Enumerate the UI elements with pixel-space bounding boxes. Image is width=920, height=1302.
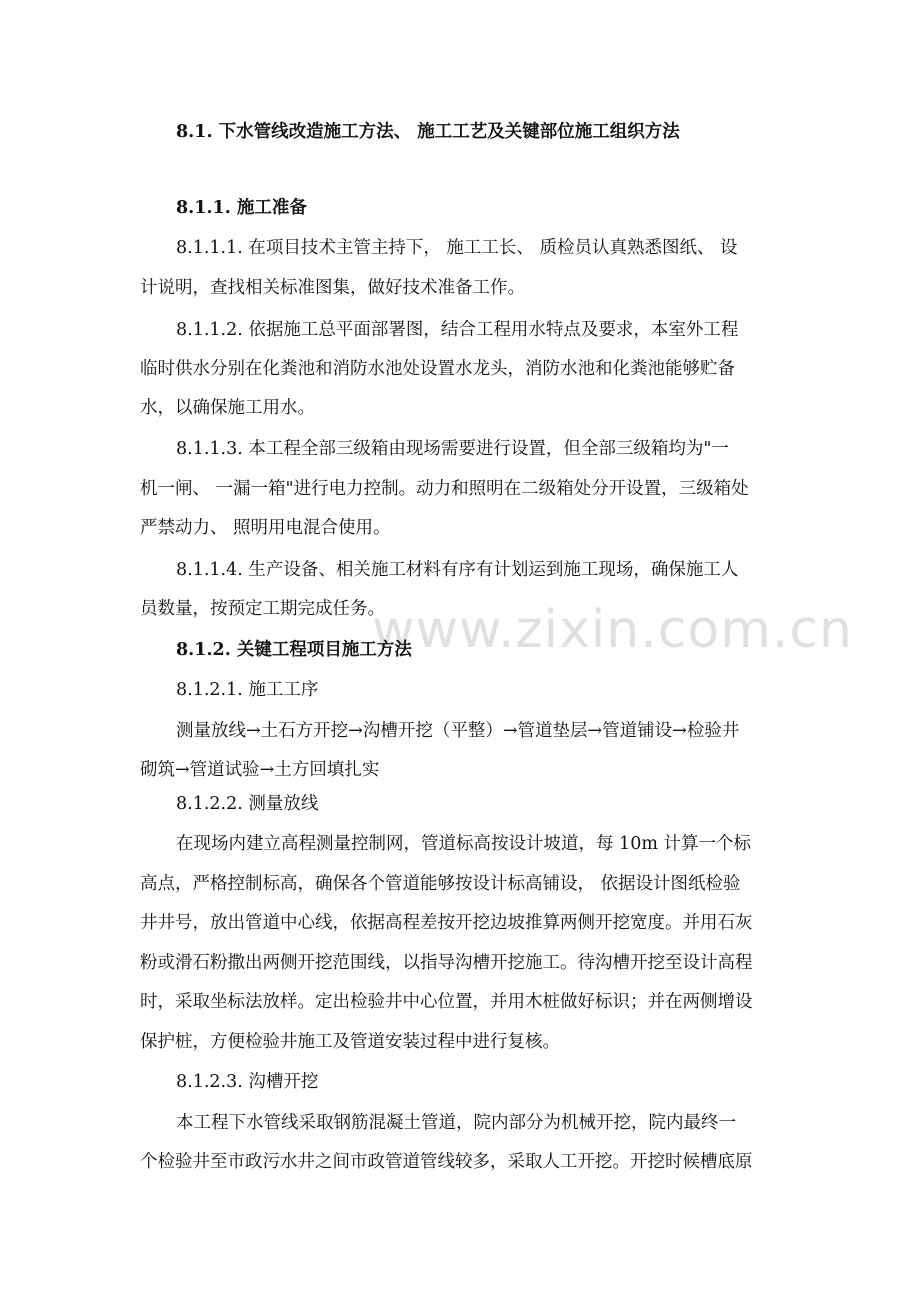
paragraph-8-1-1-3-line-1: 8.1.1.3. 本工程全部三级箱由现场需要进行设置，但全部三级箱均为"一	[176, 439, 729, 459]
trench-line-1: 本工程下水管线采取钢筋混凝土管道，院内部分为机械开挖，院内最终一	[176, 1113, 736, 1133]
survey-line-6: 保护桩，方便检验井施工及管道安装过程中进行复核。	[140, 1032, 560, 1052]
process-line-1: 测量放线→土石方开挖→沟槽开挖（平整）→管道垫层→管道铺设→检验井	[176, 721, 740, 741]
paragraph-8-1-1-3-line-2: 机一闸、 一漏一箱"进行电力控制。动力和照明在二级箱处分开设置，三级箱处	[140, 479, 749, 499]
paragraph-8-1-1-2-line-2: 临时供水分别在化粪池和消防水池处设置水龙头，消防水池和化粪池能够贮备	[140, 359, 735, 379]
survey-line-4: 粉或滑石粉撒出两侧开挖范围线，以指导沟槽开挖施工。待沟槽开挖至设计高程	[140, 953, 753, 973]
survey-line-2: 高点，严格控制标高，确保各个管道能够按设计标高铺设， 依据设计图纸检验	[140, 874, 741, 894]
section-heading-8-1-1: 8.1.1. 施工准备	[176, 198, 307, 218]
trench-line-2: 个检验井至市政污水井之间市政管道管线较多，采取人工开挖。开挖时候槽底原	[140, 1152, 753, 1172]
paragraph-8-1-1-4-line-2: 员数量，按预定工期完成任务。	[140, 599, 385, 619]
paragraph-8-1-1-1-line-2: 计说明，查找相关标准图集，做好技术准备工作。	[140, 278, 525, 298]
watermark: www.zixin.com.cn	[372, 600, 853, 660]
paragraph-8-1-1-2-line-1: 8.1.1.2. 依据施工总平面部署图，结合工程用水特点及要求，本室外工程	[176, 320, 739, 340]
paragraph-8-1-1-3-line-3: 严禁动力、 照明用电混合使用。	[140, 518, 391, 538]
paragraph-8-1-1-1-line-1: 8.1.1.1. 在项目技术主管主持下， 施工工长、 质检员认真熟悉图纸、 设	[176, 238, 738, 258]
subheading-8-1-2-3: 8.1.2.3. 沟槽开挖	[176, 1072, 319, 1092]
subheading-8-1-2-2: 8.1.2.2. 测量放线	[176, 794, 319, 814]
survey-line-3: 井井号，放出管道中心线，依据高程差按开挖边坡推算两侧开挖宽度。并用石灰	[140, 913, 753, 933]
section-heading-8-1: 8.1. 下水管线改造施工方法、 施工工艺及关键部位施工组织方法	[176, 122, 680, 142]
paragraph-8-1-1-4-line-1: 8.1.1.4. 生产设备、相关施工材料有序有计划运到施工现场，确保施工人	[176, 560, 739, 580]
section-heading-8-1-2: 8.1.2. 关键工程项目施工方法	[176, 640, 412, 660]
paragraph-8-1-1-2-line-3: 水，以确保施工用水。	[140, 398, 315, 418]
survey-line-1: 在现场内建立高程测量控制网，管道标高按设计坡道，每 10m 计算一个标	[176, 834, 751, 854]
process-line-2: 砌筑→管道试验→土方回填扎实	[140, 760, 380, 780]
subheading-8-1-2-1: 8.1.2.1. 施工工序	[176, 680, 319, 700]
survey-line-5: 时，采取坐标法放样。定出检验井中心位置，并用木桩做好标识；并在两侧增设	[140, 992, 753, 1012]
